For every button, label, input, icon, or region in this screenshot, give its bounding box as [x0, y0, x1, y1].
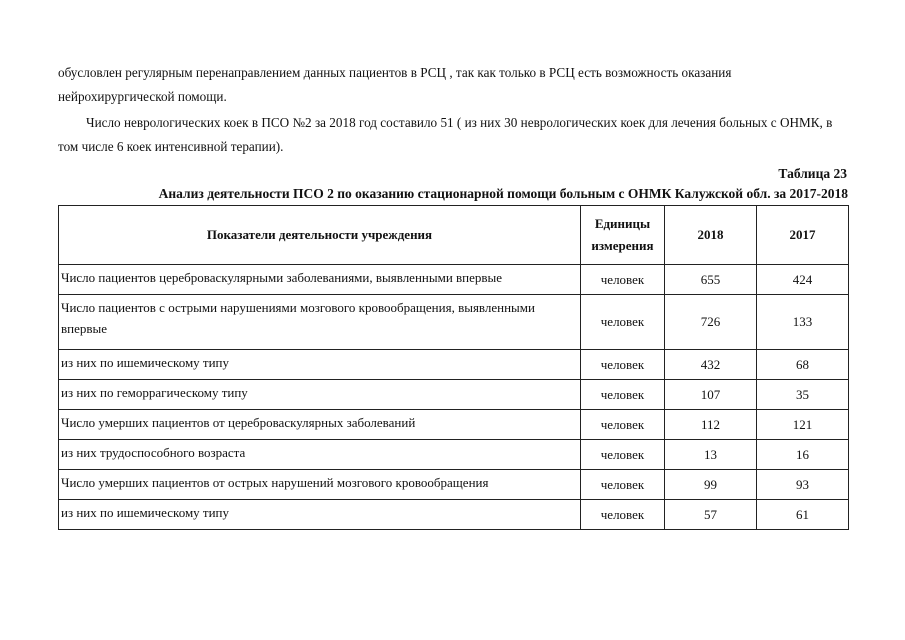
row-unit: человек [581, 265, 665, 295]
stroke-statistics-table [58, 205, 849, 530]
row-unit: человек [581, 350, 665, 380]
table-row [59, 410, 849, 440]
table-row [59, 295, 849, 350]
row-value-2017: 133 [757, 295, 849, 350]
header-indicator: Показатели деятельности учреждения [59, 206, 581, 265]
header-2017: 2017 [757, 206, 849, 265]
row-indicator: из них по ишемическому типу [59, 500, 581, 530]
row-unit: человек [581, 410, 665, 440]
paragraph-bed-count: Число неврологических коек в ПСО №2 за 2018 год составило 51 ( из них 30 неврологических коек для лечения больных с ОНМК, в том числе 6 коек интенсивной терапии). [58, 115, 833, 154]
row-value-2017: 424 [757, 265, 849, 295]
paragraph-continuation: обусловлен регулярным перенаправлением данных пациентов в РСЦ , так как только в РСЦ есть возможность оказания нейрохирургической помощи. [58, 65, 732, 104]
header-units [581, 206, 665, 265]
table-row [59, 500, 849, 530]
row-value-2018: 112 [665, 410, 757, 440]
row-unit: человек [581, 500, 665, 530]
table-row [59, 350, 849, 380]
row-value-2018: 99 [665, 470, 757, 500]
row-value-2018: 13 [665, 440, 757, 470]
row-value-2018: 655 [665, 265, 757, 295]
row-value-2017: 93 [757, 470, 849, 500]
row-value-2017: 61 [757, 500, 849, 530]
row-unit: человек [581, 380, 665, 410]
row-value-2017: 16 [757, 440, 849, 470]
row-value-2018: 107 [665, 380, 757, 410]
row-indicator: Число пациентов цереброваскулярными заболеваниями, выявленными впервые [59, 265, 581, 295]
table-row [59, 380, 849, 410]
table-row [59, 265, 849, 295]
row-value-2017: 68 [757, 350, 849, 380]
row-unit: человек [581, 295, 665, 350]
row-value-2017: 121 [757, 410, 849, 440]
table-header-row [59, 206, 849, 265]
row-unit: человек [581, 440, 665, 470]
row-indicator: Число пациентов с острыми нарушениями мозгового кровообращения, выявленными впервые [59, 295, 581, 350]
row-indicator: из них по ишемическому типу [59, 350, 581, 380]
row-unit: человек [581, 470, 665, 500]
row-indicator: из них трудоспособного возраста [59, 440, 581, 470]
row-value-2018: 726 [665, 295, 757, 350]
row-indicator: из них по геморрагическому типу [59, 380, 581, 410]
table-row [59, 470, 849, 500]
row-value-2018: 432 [665, 350, 757, 380]
table-title: Анализ деятельности ПСО 2 по оказанию стационарной помощи больным с ОНМК Калужской обл. за 2017-2018 [158, 186, 848, 201]
header-units-line2: измерения [591, 238, 654, 253]
table-caption: Таблица 23 [778, 166, 847, 181]
header-2018: 2018 [665, 206, 757, 265]
row-value-2017: 35 [757, 380, 849, 410]
row-indicator: Число умерших пациентов от острых нарушений мозгового кровообращения [59, 470, 581, 500]
row-indicator: Число умерших пациентов от цереброваскулярных заболеваний [59, 410, 581, 440]
header-units-line1: Единицы [594, 216, 651, 231]
table-row [59, 440, 849, 470]
row-value-2018: 57 [665, 500, 757, 530]
